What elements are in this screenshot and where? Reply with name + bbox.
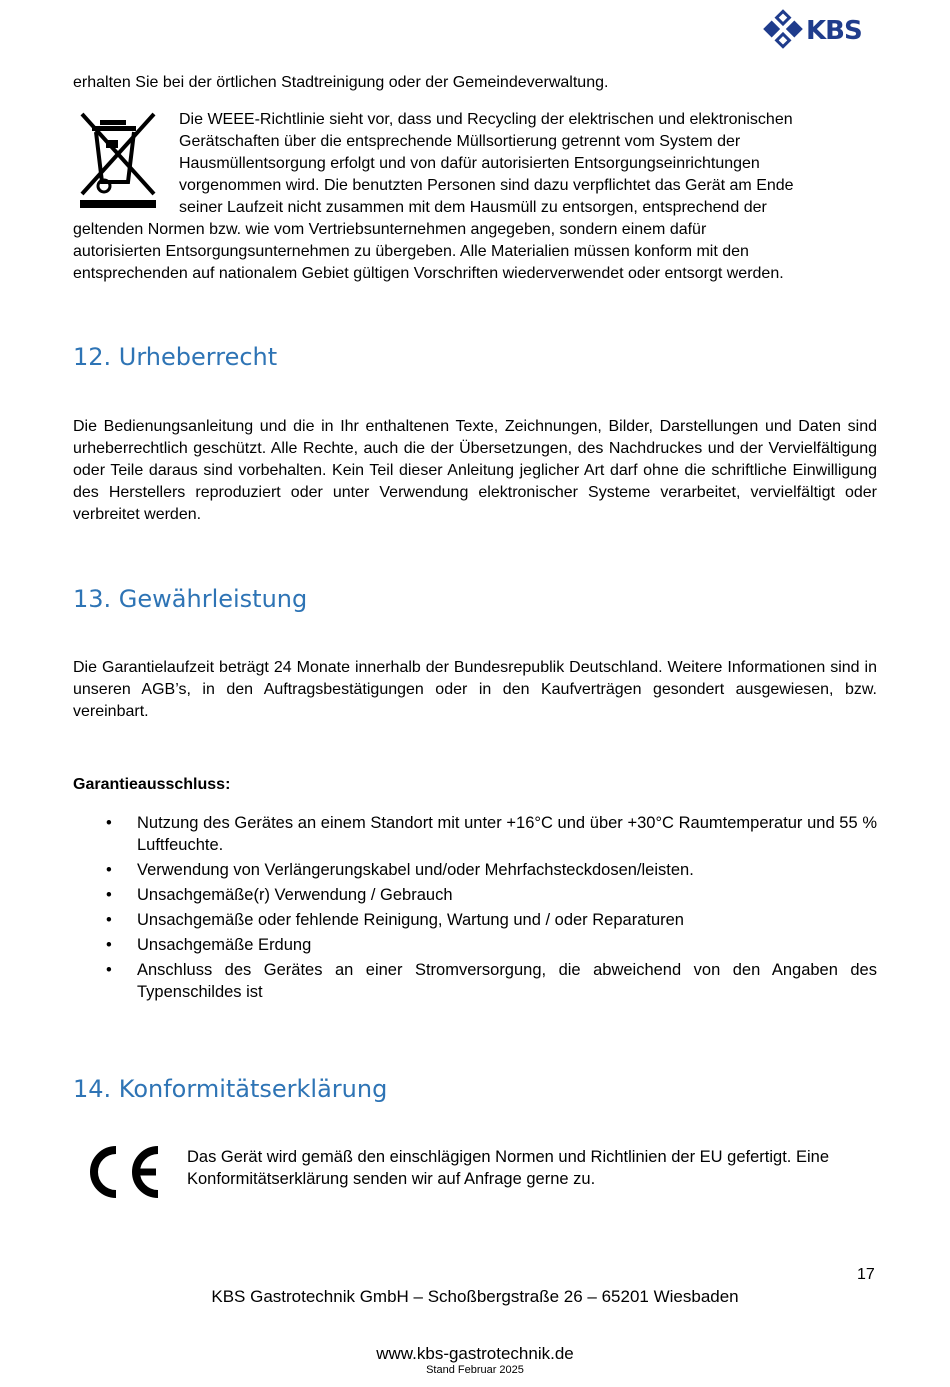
list-item (73, 909, 877, 931)
weee-line: seiner Laufzeit nicht zusammen mit dem Hausmüll zu entsorgen, entsprechend der (179, 199, 767, 216)
list-item-text: Unsachgemäße(r) Verwendung / Gebrauch (137, 886, 453, 904)
kbs-logo-icon (762, 8, 804, 50)
footer-stand: Stand Februar 2025 (426, 1364, 524, 1376)
list-item (73, 884, 877, 906)
list-item (73, 934, 877, 956)
ce-mark-icon (80, 1142, 164, 1202)
section-13-title: 13. Gewährleistung (73, 585, 308, 613)
list-item-text: Nutzung des Gerätes an einem Standort mit unter +16°C und über +30°C Raumtemperatur und 55 % Luftfeuchte. (137, 814, 877, 854)
page-number: 17 (857, 1266, 875, 1283)
bullet-icon: • (106, 886, 112, 904)
bullet-icon: • (106, 961, 112, 979)
weee-line: Gerätschaften über die entsprechende Müllsortierung getrennt vom System der (179, 133, 741, 150)
list-item (73, 959, 877, 1003)
kbs-logo (762, 8, 880, 52)
list-item-text: Anschluss des Gerätes an einer Stromversorgung, die abweichend von den Angaben des Typenschildes ist (137, 961, 877, 1001)
bullet-icon: • (106, 861, 112, 879)
weee-line: entsprechenden auf nationalem Gebiet gültigen Vorschriften wiederverwendet oder entsorgt werden. (73, 265, 784, 282)
bullet-icon: • (106, 814, 112, 832)
list-item (73, 812, 877, 856)
intro-line: erhalten Sie bei der örtlichen Stadtreinigung oder der Gemeindeverwaltung. (73, 74, 609, 91)
weee-bin-icon (78, 110, 158, 210)
list-item-text: Verwendung von Verlängerungskabel und/oder Mehrfachsteckdosen/leisten. (137, 861, 694, 879)
section-14-text: Das Gerät wird gemäß den einschlägigen Normen und Richtlinien der EU gefertigt. Eine Konformitätserklärung senden wir auf Anfrage gerne zu. (187, 1148, 829, 1188)
section-14-title: 14. Konformitätserklärung (73, 1075, 388, 1103)
section-13-text: Die Garantielaufzeit beträgt 24 Monate innerhalb der Bundesrepublik Deutschland. Weitere Informationen sind in unseren AGB’s, in den Auftragsbestätigungen oder in den Kaufverträgen gesondert ausgewiesen, bzw. vereinbart. (73, 659, 877, 720)
bullet-icon: • (106, 936, 112, 954)
bullet-icon: • (106, 911, 112, 929)
weee-line: autorisierten Entsorgungsunternehmen zu übergeben. Alle Materialien müssen konform mit den (73, 243, 749, 260)
weee-line: vorgenommen wird. Die benutzten Personen sind dazu verpflichtet das Gerät am Ende (179, 177, 794, 194)
list-item-text: Unsachgemäße oder fehlende Reinigung, Wartung und / oder Reparaturen (137, 911, 684, 929)
list-item-text: Unsachgemäße Erdung (137, 936, 312, 954)
list-item (73, 859, 877, 881)
exclusion-heading: Garantieausschluss: (73, 776, 231, 793)
footer-company: KBS Gastrotechnik GmbH – Schoßbergstraße 26 – 65201 Wiesbaden (211, 1287, 739, 1306)
logo-text: KBS (806, 16, 862, 46)
weee-line: Hausmüllentsorgung erfolgt und von dafür autorisierten Entsorgungseinrichtungen (179, 155, 760, 172)
exclusion-list (73, 812, 877, 1006)
weee-line: geltenden Normen bzw. wie vom Vertriebsunternehmen angegeben, sondern einem dafür (73, 221, 707, 238)
weee-line: Die WEEE-Richtlinie sieht vor, dass und Recycling der elektrischen und elektronischen (179, 111, 793, 128)
section-12-text: Die Bedienungsanleitung und die in Ihr enthaltenen Texte, Zeichnungen, Bilder, Darstellungen und Daten sind urheberrechtlich geschützt. Alle Rechte, auch die der Übersetzungen, des Nachdruckes und der Vervielfältigung oder Teile daraus sind vorbehalten. Kein Teil dieser Anleitung jeglicher Art darf ohne die schriftliche Einwilligung des Herstellers reproduziert oder unter Verwendung elektronischer Systeme verarbeitet, vervielfältigt oder verbreitet werden. (73, 418, 877, 523)
section-12-title: 12. Urheberrecht (73, 343, 278, 371)
footer-website[interactable]: www.kbs-gastrotechnik.de (376, 1344, 574, 1363)
